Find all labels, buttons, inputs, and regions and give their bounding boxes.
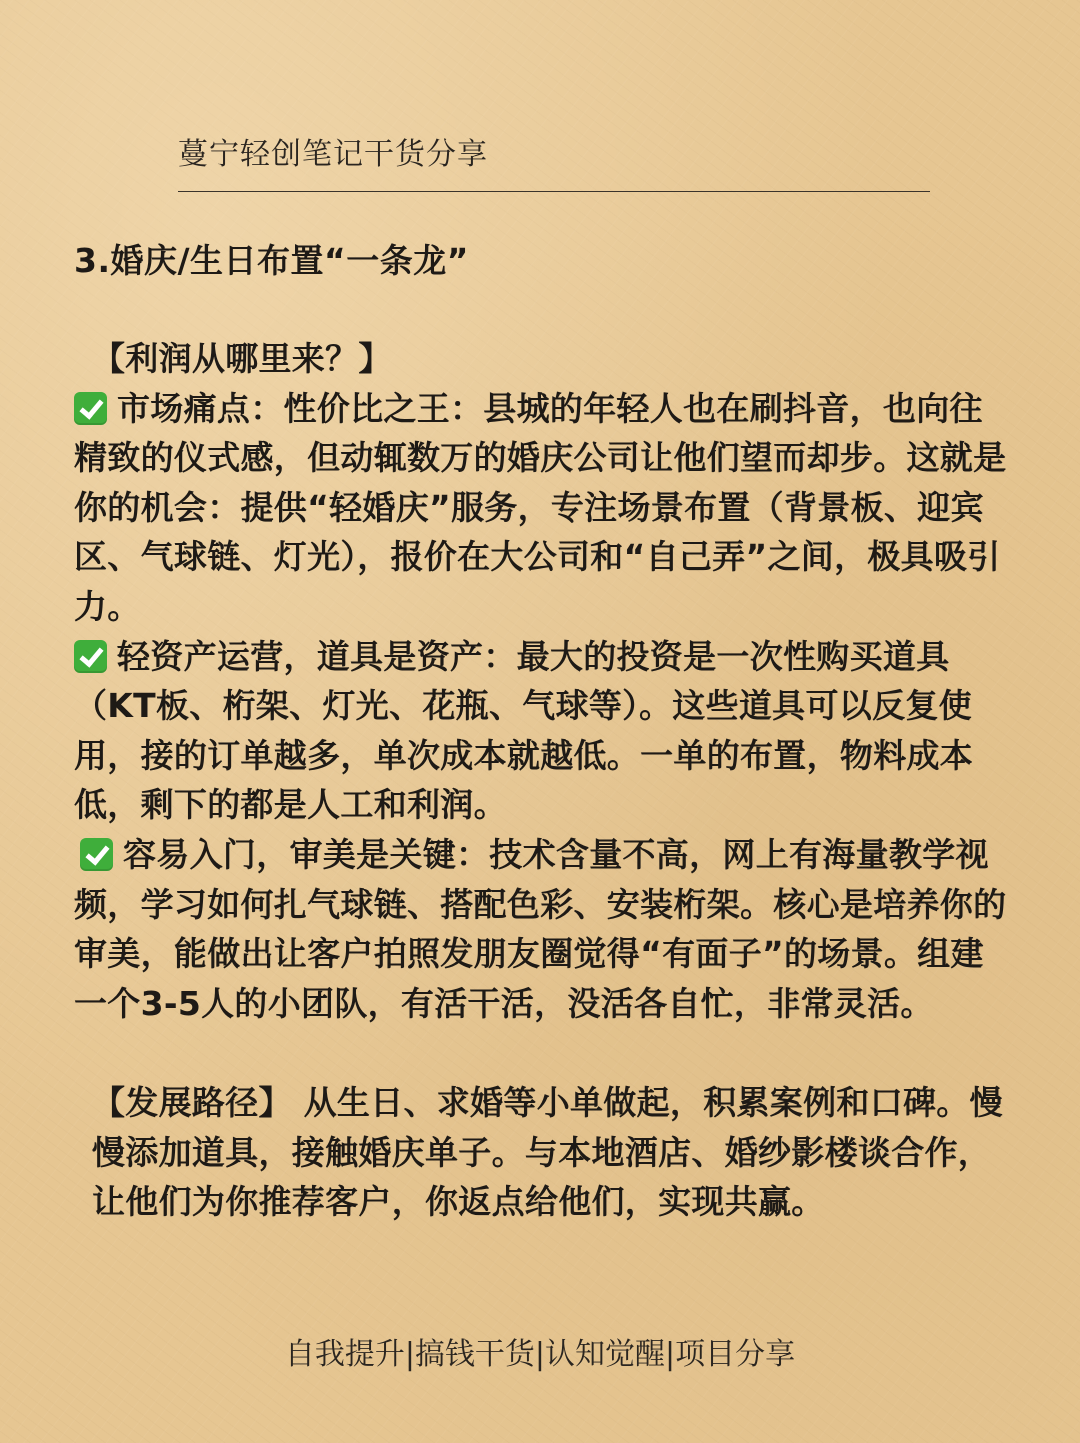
header-divider [178,191,930,192]
path-text: 从生日、求婚等小单做起，积累案例和口碑。慢慢添加道具，接触婚庆单子。与本地酒店、婚纱影楼谈合作，让他们为你推荐客户，你返点给他们，实现共赢。 [92,1082,1003,1222]
point-text: 轻资产运营，道具是资产：最大的投资是一次性购买道具（KT板、桁架、灯光、花瓶、气球等）。这些道具可以反复使用，接的订单越多，单次成本就越低。一单的布置，物料成本低，剩下的都是人工和利润。 [74,636,974,825]
article-body [74,334,1014,1227]
header-title: 蔓宁轻创笔记干货分享 [178,137,488,172]
path-label: 【发展路径】 [92,1082,292,1122]
check-mark-icon [74,392,107,425]
point-text: 市场痛点：性价比之王：县城的年轻人也在刷抖音，也向往精致的仪式感，但动辄数万的婚庆公司让他们望而却步。这就是你的机会：提供“轻婚庆”服务，专注场景布置（背景板、迎宾区、气球链、灯光），报价在大公司和“自己弄”之间，极具吸引力。 [74,388,1007,626]
profit-heading: 【利润从哪里来？】 [92,339,392,378]
section-heading: 3.婚庆/生日布置“一条龙” [74,241,469,280]
development-path [74,1078,1014,1227]
point-light-assets [74,632,1014,830]
point-market-pain [74,384,1014,632]
paragraph-spacer [74,1028,1014,1078]
check-mark-icon [80,838,113,871]
point-easy-entry [74,830,1014,1028]
check-mark-icon [74,640,107,673]
point-text: 容易入门，审美是关键：技术含量不高，网上有海量教学视频，学习如何扎气球链、搭配色彩、安装桁架。核心是培养你的审美，能做出让客户拍照发朋友圈觉得“有面子”的场景。组建一个3-5人的小团队，有活干活，没活各自忙，非常灵活。 [74,834,1007,1023]
footer-tags: 自我提升|搞钱干货|认知觉醒|项目分享 [284,1337,796,1372]
